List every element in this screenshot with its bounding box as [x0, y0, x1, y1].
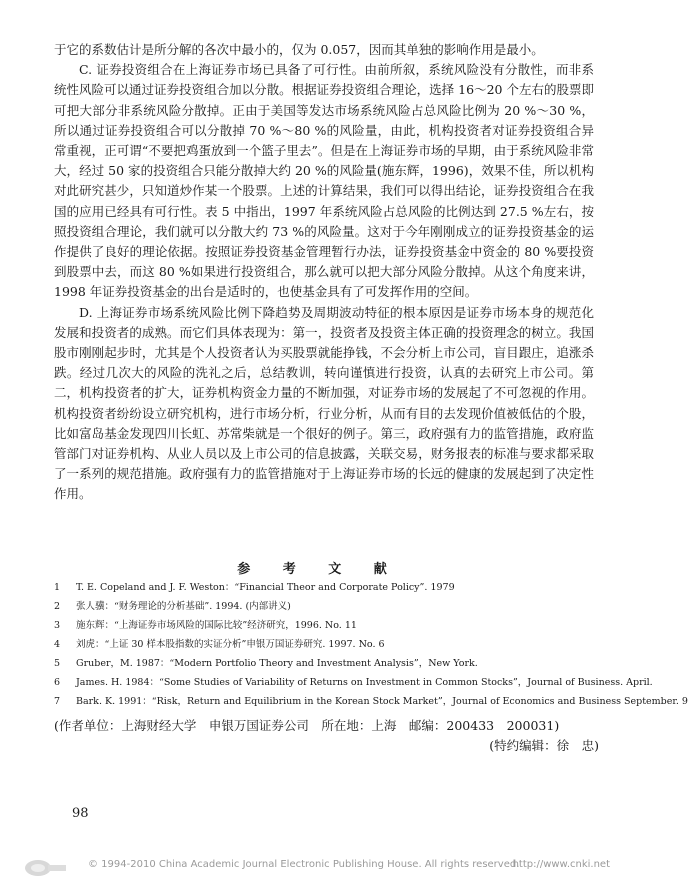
- copyright-text: © 1994-2010 China Academic Journal Electronic Publishing House. All rights reserved.: [88, 859, 520, 870]
- reference-item: [54, 673, 653, 692]
- paragraph-continuation: 于它的系数估计是所分解的各次中最小的，仅为 0.057，因而其单独的影响作用是最小。: [54, 42, 544, 57]
- reference-text: 刘虎：“上证 30 样本股指数的实证分析”申银万国证券研究. 1997. No. 6: [76, 639, 385, 650]
- reference-item: [54, 635, 614, 654]
- cnki-logo-icon: [22, 856, 70, 878]
- footer-url-link[interactable]: http://www.cnki.net: [512, 859, 610, 870]
- reference-number: 7: [54, 696, 61, 707]
- reference-text: James. H. 1984：“Some Studies of Variability of Returns on Investment in Common Stocks”，Journal of Business. April.: [76, 677, 653, 688]
- reference-number: 5: [54, 658, 61, 669]
- paragraph-c: C. 证券投资组合在上海证券市场已具备了可行性。由前所叙，系统风险没有分散性，而非系统性风险可以通过证券投资组合加以分散。根据证券投资组合理论，选择 16～20 个左右的股票即可把大部分非系统风险分散掉。正由于美国等发达市场系统风险占总风险比例为 20 %～30 %，所以通过证券投资组合可以分散掉 70 %～80 %的风险量，由此，机构投资者对证券投资组合异常重视，正可谓“不要把鸡蛋放到一个篮子里去”。但是在上海证券市场的早期，由于系统风险非常大，经过 50 家的投资组合只能分散掉大约 20 %的风险量(施东辉，1996)，效果不佳，所以机构对此研究甚少，只知道炒作某一个股票。上述的计算结果，我们可以得出结论，证券投资组合在我国的应用已经具有可行性。表 5 中指出，1997 年系统风险占总风险的比例达到 27.5 %左右，按照投资组合理论，我们就可以分散大约 73 %的风险量。这对于今年刚刚成立的证券投资基金的运作提供了良好的理论依据。按照证券投资基金管理暂行办法，证券投资基金中资金的 80 %要投资到股票中去，而这 80 %如果进行投资组合，那么就可以把大部分风险分散掉。从这个角度来讲，1998 年证券投资基金的出台是适时的，也使基金具有了可发挥作用的空间。: [54, 62, 594, 300]
- footer: [0, 856, 638, 880]
- reference-number: 6: [54, 677, 61, 688]
- body-text: [54, 40, 594, 505]
- reference-item: [54, 597, 614, 616]
- reference-text: T. E. Copeland and J. F. Weston：“Financial Theor and Corporate Policy”. 1979: [76, 582, 455, 593]
- author-affiliation: [54, 716, 599, 756]
- references-title: 参 考 文 献: [237, 562, 401, 577]
- references-list: [54, 578, 688, 711]
- reference-number: 2: [54, 601, 61, 612]
- reference-text: Gruber，M. 1987：“Modern Portfolio Theory and Investment Analysis”，New York.: [76, 658, 478, 669]
- affiliation-line: (作者单位：上海财经大学 申银万国证券公司 所在地：上海 邮编：200433 200031): [54, 718, 560, 733]
- reference-item: [54, 616, 614, 635]
- reference-text: Bark. K. 1991：“Risk，Return and Equilibrium in the Korean Stock Market”，Journal of Economics and Business September. 9: [76, 696, 688, 707]
- reference-text: 张人骥：“财务理论的分析基础”. 1994. (内部讲义): [76, 601, 291, 612]
- reference-number: 3: [54, 620, 61, 631]
- editor-line: (特约编辑：徐 忠): [489, 738, 599, 753]
- paragraph-d: D. 上海证券市场系统风险比例下降趋势及周期波动特征的根本原因是证券市场本身的规范化发展和投资者的成熟。而它们具体表现为：第一，投资者及投资主体正确的投资理念的树立。我国股市刚刚起步时，尤其是个人投资者认为买股票就能挣钱，不会分析上市公司，盲目跟庄，追涨杀跌。经过几次大的风险的洗礼之后，总结教训，转向谨慎进行投资，认真的去研究上市公司。第二，机构投资者的扩大，证券机构资金力量的不断加强，对证券市场的发展起了不可忽视的作用。机构投资者纷纷设立研究机构，进行市场分析，行业分析，从而有目的去发现价值被低估的个股，比如富岛基金发现四川长虹、苏常柴就是一个很好的例子。第三，政府强有力的监管措施，政府监管部门对证券机构、从业人员以及上市公司的信息披露，关联交易，财务报表的标准与要求都采取了一系列的规范措施。政府强有力的监管措施对于上海证券市场的长远的健康的发展起到了决定性作用。: [54, 304, 594, 502]
- page-number: 98: [72, 806, 89, 821]
- reference-item: [54, 692, 688, 711]
- reference-text: 施东辉：“上海证券市场风险的国际比较”经济研究，1996. No. 11: [76, 620, 357, 631]
- reference-item: [54, 654, 614, 673]
- reference-number: 4: [54, 639, 61, 650]
- reference-item: [54, 578, 614, 597]
- reference-number: 1: [54, 582, 61, 593]
